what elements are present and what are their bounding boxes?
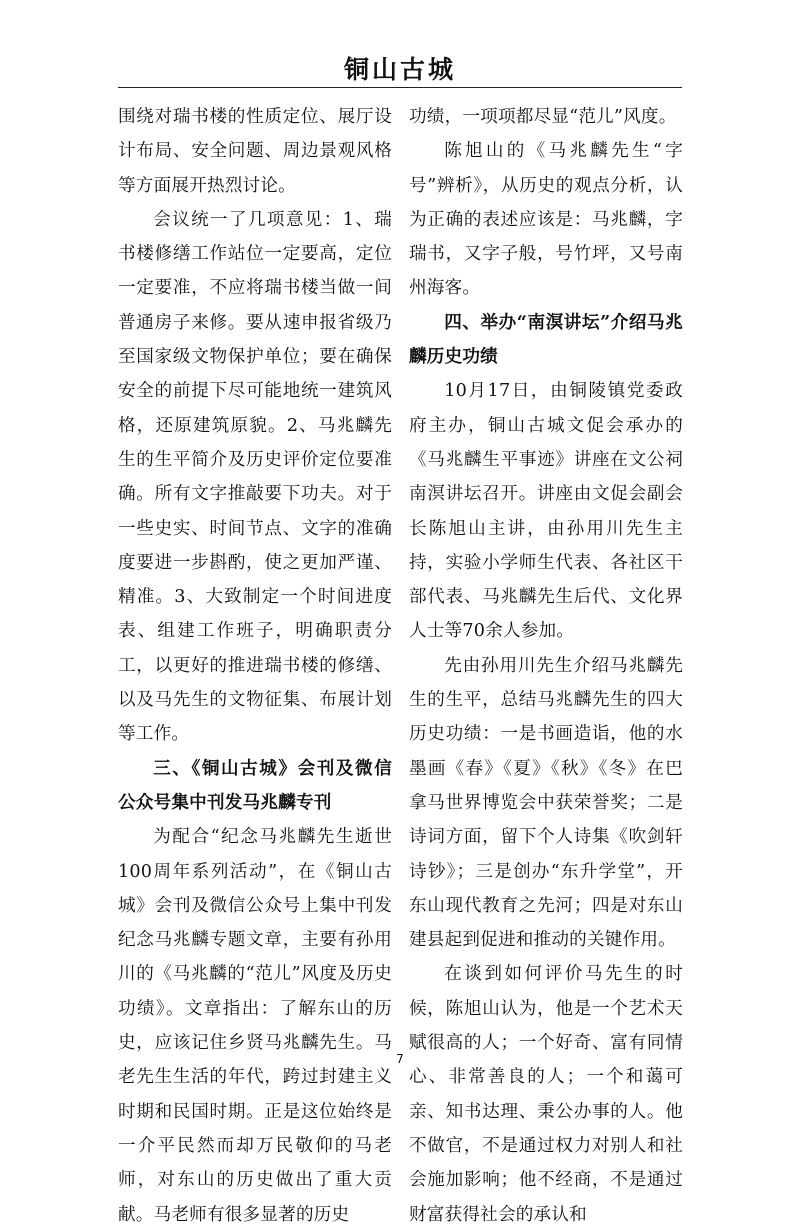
section-heading-3: 三、《铜山古城》会刊及微信公众号集中刊发马兆麟专刊 — [118, 757, 392, 813]
right-paragraph-1: 功绩，一项项都尽显“范儿”风度。 — [409, 107, 677, 127]
page-header-title: 铜山古城 — [343, 55, 456, 84]
header-divider — [118, 87, 682, 88]
left-paragraph-2: 会议统一了几项意见：1、瑞书楼修缮工作站位一定要高，定位一定要准，不应将瑞书楼当做一间普通房子来修。要从速申报省级乃至国家级文物保护单位；要在确保安全的前提下尽可能地统一建筑风格，还原建筑原貌。2、马兆麟先生的生平简介及历史评价定位要准确。所有文字推敲要下功夫。对于一些史实、时间节点、文字的准确度要进一步斟酌，使之更加严谨、精准。3、大致制定一个时间进度表、组建工作班子，明确职责分工，以更好的推进瑞书楼的修缮、以及马先生的文物征集、布展计划等工作。 — [118, 209, 392, 745]
right-paragraph-5: 在谈到如何评价马先生的时候，陈旭山认为，他是一个艺术天赋很高的人；一个好奇、富有同情心、非常善良的人；一个和蔼可亲、知书达理、秉公办事的人。他不做官，不是通过权力对别人和社会施加影响；他不经商，不是通过财富获得社会的承认和 — [409, 964, 683, 1225]
section-heading-4: 四、举办“南溟讲坛”介绍马兆麟历史功绩 — [409, 311, 683, 368]
right-paragraph-3: 10月17日，由铜陵镇党委政府主办，铜山古城文促会承办的《马兆麟生平事迹》讲座在文公祠南溟讲坛召开。讲座由文促会副会长陈旭山主讲，由孙用川先生主持，实验小学师生代表、各社区干部代表、马兆麟先生后代、文化界人士等70余人参加。 — [409, 381, 683, 642]
right-paragraph-2: 陈旭山的《马兆麟先生“字号”辨析》，从历史的观点分析，认为正确的表述应该是：马兆麟，字瑞书，又字子般，号竹坪，又号南州海客。 — [409, 141, 683, 299]
left-paragraph-3: 为配合“纪念马兆麟先生逝世100周年系列活动”，在《铜山古城》会刊及微信公众号上集中刊发纪念马兆麟专题文章，主要有孙用川的《马兆麟的“范儿”风度及历史功绩》。文章指出：了解东山的历史，应该记住乡贤马兆麟先生。马老先生生活的年代，跨过封建主义时期和民国时期。正是这位始终是一介平民然而却万民敬仰的马老师，对东山的历史做出了重大贡献。马老师有很多显著的历史 — [118, 827, 392, 1225]
right-paragraph-4: 先由孙用川先生介绍马兆麟先生的生平，总结马兆麟先生的四大历史功绩：一是书画造诣，他的水墨画《春》《夏》《秋》《冬》在巴拿马世界博览会中获荣誉奖；二是诗词方面，留下个人诗集《吹剑轩诗钞》；三是创办“东升学堂”，开东山现代教育之先河；四是对东山建县起到促进和推动的关键作用。 — [409, 655, 683, 951]
left-paragraph-1: 围绕对瑞书楼的性质定位、展厅设计布局、安全问题、周边景观风格等方面展开热烈讨论。 — [118, 107, 392, 196]
page-number: 7 — [396, 1052, 404, 1066]
